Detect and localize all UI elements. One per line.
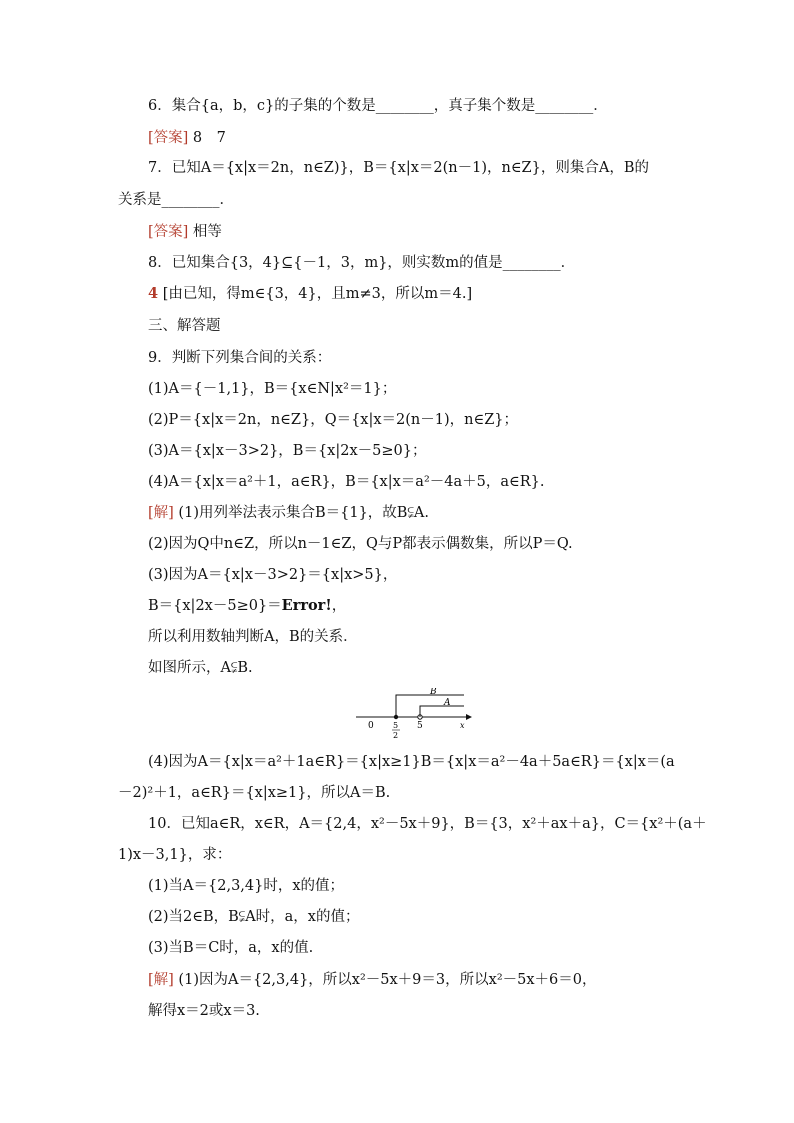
section-heading: 三、解答题 xyxy=(148,318,221,334)
answer-6: [答案] 8 7 xyxy=(148,130,226,146)
problem-7: 7．已知A＝{x|x＝2n，n∈Z)}，B＝{x|x＝2(n－1)，n∈Z}，则集合A，B的 xyxy=(148,160,649,176)
axis-arrow xyxy=(466,714,472,720)
problem-9-part-3: (3)A＝{x|x－3>2}，B＝{x|2x－5≥0}； xyxy=(148,443,427,459)
set-a-ray xyxy=(420,706,464,717)
problem-7-cont: 关系是________． xyxy=(118,192,234,208)
tick-zero: 0 xyxy=(368,721,374,731)
solution-9-part-3-c: 所以利用数轴判断A，B的关系． xyxy=(148,629,358,645)
tick-five-halves-num: 5 xyxy=(393,721,399,730)
solution-9-part-4-cont: －2)²＋1，a∈R}＝{x|x≥1}，所以A＝B. xyxy=(118,785,391,801)
axis-label-x: x xyxy=(460,721,465,730)
solution-9-part-2: (2)因为Q中n∈Z，所以n－1∈Z，Q与P都表示偶数集，所以P＝Q. xyxy=(148,536,573,552)
problem-10-part-2: (2)当2∈B，B⫋A时，a，x的值； xyxy=(148,909,360,925)
problem-8: 8．已知集合{3，4}⊆{－1，3，m}，则实数m的值是________． xyxy=(148,255,576,271)
label-a: A xyxy=(444,698,451,708)
solution-10-part-1-b: 解得x＝2或x＝3. xyxy=(148,1003,260,1019)
answer-8: 4 [由已知，得m∈{3，4}，且m≠3，所以m＝4.] xyxy=(148,285,473,302)
solution-9-part-3-d: 如图所示，A⫋B. xyxy=(148,660,253,676)
problem-6: 6．集合{a，b，c}的子集的个数是________，真子集个数是________． xyxy=(148,98,608,114)
solution-9-part-3: (3)因为A＝{x|x－3>2}＝{x|x>5}， xyxy=(148,567,398,583)
problem-10-part-3: (3)当B＝C时，a，x的值. xyxy=(148,940,314,956)
solution-9-part-1: [解] (1)用列举法表示集合B＝{1}，故B⫋A. xyxy=(148,505,429,521)
problem-9-part-1: (1)A＝{－1,1}，B＝{x∈N|x²＝1}； xyxy=(148,381,397,397)
problem-10-cont: 1)x－3,1}，求： xyxy=(118,847,232,863)
answer-7: [答案] 相等 xyxy=(148,224,222,240)
problem-9: 9．判断下列集合间的关系： xyxy=(148,350,332,366)
solution-10-part-1: [解] (1)因为A＝{2,3,4}，所以x²－5x＋9＝3，所以x²－5x＋6＝0， xyxy=(148,972,597,988)
problem-9-part-4: (4)A＝{x|x＝a²＋1，a∈R}，B＝{x|x＝a²－4a＋5，a∈R}. xyxy=(148,474,545,490)
problem-10-part-1: (1)当A＝{2,3,4}时，x的值； xyxy=(148,878,345,894)
tick-five: 5 xyxy=(417,721,423,731)
solution-9-part-3-b: B＝{x|2x－5≥0}＝Error!， xyxy=(148,597,347,614)
label-b: B xyxy=(430,688,437,697)
problem-10: 10．已知a∈R，x∈R，A＝{2,4，x²－5x＋9}，B＝{3，x²＋ax＋a}，C＝{x²＋(a＋ xyxy=(148,816,707,832)
tick-five-halves-den: 2 xyxy=(393,731,399,740)
number-line-figure xyxy=(350,688,480,744)
problem-9-part-2: (2)P＝{x|x＝2n，n∈Z}，Q＝{x|x＝2(n－1)，n∈Z}； xyxy=(148,412,519,428)
solution-9-part-4: (4)因为A＝{x|x＝a²＋1a∈R}＝{x|x≥1}B＝{x|x＝a²－4a＋5a∈R}＝{x|x＝(a xyxy=(148,754,675,770)
